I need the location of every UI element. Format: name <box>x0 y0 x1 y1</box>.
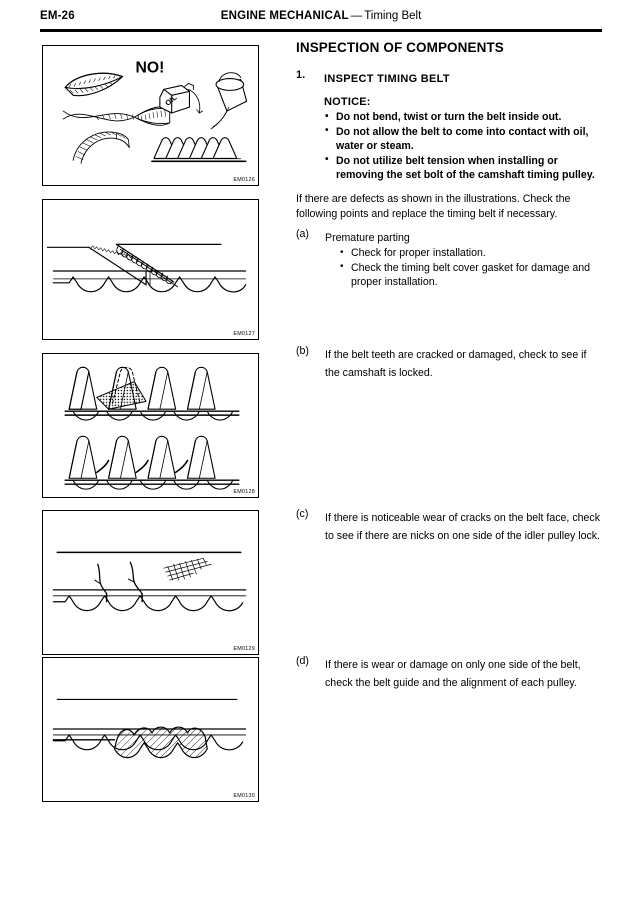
item-a-sub-list <box>325 246 602 290</box>
figure-5-illustration <box>43 658 258 801</box>
intro-paragraph-block <box>296 192 602 221</box>
item-a-letter: (a) <box>296 228 309 240</box>
notice-list <box>324 110 602 182</box>
figure-no-label: NO! <box>135 59 165 77</box>
item-c-block <box>296 508 602 544</box>
figure-3-illustration <box>43 354 258 497</box>
header-title-dash: — <box>350 10 363 22</box>
notice-item: • Do not allow the belt to come into contact with oil, water or steam. <box>324 125 602 153</box>
oil-can-label: OIL <box>163 92 179 108</box>
step-number: 1. <box>296 69 306 81</box>
item-a <box>296 228 602 290</box>
header-divider <box>40 29 602 32</box>
figure-2-illustration <box>43 200 258 339</box>
figure-4-illustration <box>43 511 258 654</box>
item-c-text: If there is noticeable wear of cracks on the belt face, check to see if there are nicks on one side of the idler pulley lock. <box>325 512 601 542</box>
item-d-block <box>296 655 602 691</box>
figure-id-3: EM0128 <box>233 489 255 495</box>
item-b <box>296 345 602 381</box>
figure-damaged-teeth <box>42 353 259 498</box>
header-title-main: ENGINE MECHANICAL <box>220 10 349 22</box>
item-a-sub-bullet: • Check the timing belt cover gasket for damage and proper installation. <box>339 261 602 290</box>
figure-id-5: EM0130 <box>233 793 255 799</box>
figure-1-illustration <box>43 46 258 185</box>
step-title: INSPECT TIMING BELT <box>324 73 450 85</box>
notice-item: • Do not utilize belt tension when installing or removing the set bolt of the camshaft timing pulley. <box>324 154 602 182</box>
item-b-block <box>296 345 602 381</box>
item-c-letter: (c) <box>296 508 309 520</box>
notice-block <box>296 96 602 182</box>
step-1 <box>296 69 602 87</box>
figure-no-handling <box>42 45 259 186</box>
item-a-sub-bullet: • Check for proper installation. <box>339 246 602 261</box>
notice-label: NOTICE: <box>324 96 371 108</box>
figure-belt-face-cracks <box>42 510 259 655</box>
item-a-block <box>296 228 602 290</box>
page-number: EM-26 <box>40 10 75 22</box>
figure-id-2: EM0127 <box>233 331 255 337</box>
header-title-sub: Timing Belt <box>364 10 422 22</box>
item-a-text: Premature parting <box>325 232 410 244</box>
header-title <box>40 10 602 22</box>
item-d <box>296 655 602 691</box>
page-title: INSPECTION OF COMPONENTS <box>296 40 504 55</box>
item-b-letter: (b) <box>296 345 309 357</box>
intro-paragraph: If there are defects as shown in the illustrations. Check the following points and replace the timing belt if necessary. <box>296 193 571 220</box>
text-column <box>296 40 602 183</box>
item-d-text: If there is wear or damage on only one side of the belt, check the belt guide and the alignment of each pulley. <box>325 659 581 689</box>
item-d-letter: (d) <box>296 655 309 667</box>
figure-id-1: EM0126 <box>233 177 255 183</box>
notice-item: • Do not bend, twist or turn the belt inside out. <box>324 110 602 124</box>
figure-one-side-wear <box>42 657 259 802</box>
figure-premature-parting <box>42 199 259 340</box>
item-c <box>296 508 602 544</box>
item-b-text: If the belt teeth are cracked or damaged, check to see if the camshaft is locked. <box>325 349 587 379</box>
figure-id-4: EM0129 <box>233 646 255 652</box>
